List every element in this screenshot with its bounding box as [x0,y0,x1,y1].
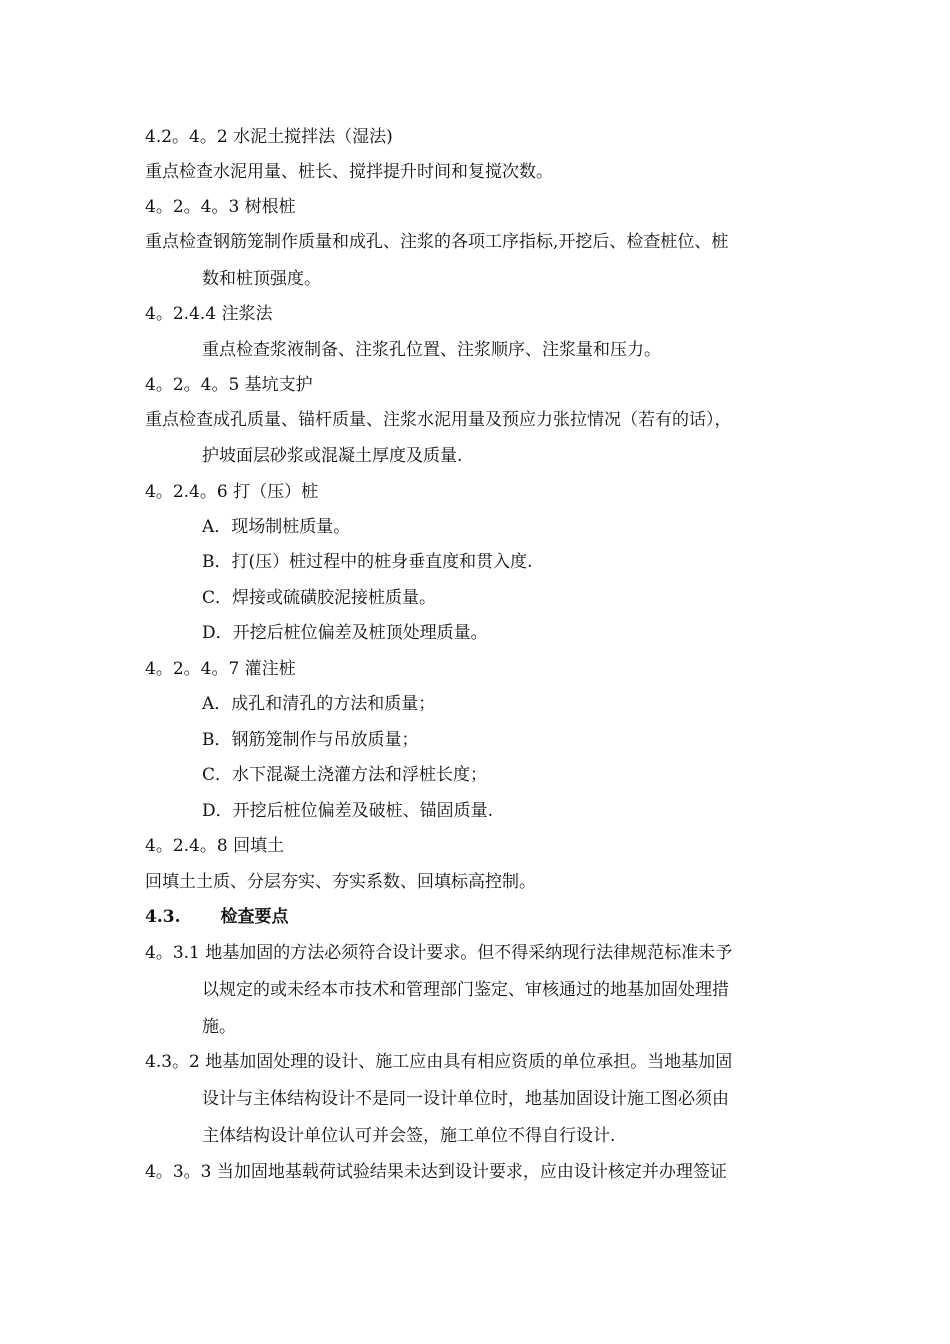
list-item: C．焊接或硫磺胶泥接桩质量。 [202,588,437,608]
paragraph-line: 护坡面层砂浆或混凝土厚度及质量. [202,446,463,466]
paragraph-line: 主体结构设计单位认可并会签，施工单位不得自行设计. [202,1126,616,1146]
paragraph-line: 重点检查水泥用量、桩长、搅拌提升时间和复搅次数。 [145,162,553,182]
paragraph-line: 回填土土质、分层夯实、夯实系数、回填标高控制。 [145,872,536,892]
paragraph-line: 重点检查浆液制备、注浆孔位置、注浆顺序、注浆量和压力。 [202,340,661,360]
list-item: B．钢筋笼制作与吊放质量； [202,730,419,750]
paragraph-line: 重点检查成孔质量、锚杆质量、注浆水泥用量及预应力张拉情况（若有的话）， [145,410,732,430]
clause-4-3-3: 4。3。3 当加固地基载荷试验结果未达到设计要求，应由设计核定并办理签证 [145,1162,727,1182]
heading-4-2-4-2: 4.2。4。2 水泥土搅拌法（湿法) [145,127,393,147]
heading-4-2-4-4: 4。2.4.4 注浆法 [145,304,273,324]
paragraph-line: 施。 [202,1017,236,1037]
list-item: B．打(压）桩过程中的桩身垂直度和贯入度. [202,552,533,572]
heading-4-2-4-3: 4。2。4。3 树根桩 [145,197,296,217]
paragraph-line: 设计与主体结构设计不是同一设计单位时，地基加固设计施工图必须由 [202,1089,729,1109]
list-item: D．开挖后桩位偏差及破桩、锚固质量. [202,801,494,821]
heading-4-2-4-5: 4。2。4。5 基坑支护 [145,375,313,395]
list-item: C．水下混凝土浇灌方法和浮桩长度； [202,765,488,785]
list-item: A．成孔和清孔的方法和质量； [202,694,436,714]
heading-4-2-4-8: 4。2.4。8 回填土 [145,836,285,856]
paragraph-line: 数和桩顶强度。 [202,269,321,289]
section-number: 4.3. [145,907,181,927]
paragraph-line: 以规定的或未经本市技术和管理部门鉴定、审核通过的地基加固处理措 [202,980,729,1000]
list-item: A．现场制桩质量。 [202,517,351,537]
heading-4-2-4-6: 4。2.4。6 打（压）桩 [145,482,319,502]
heading-4-2-4-7: 4。2。4。7 灌注桩 [145,659,296,679]
clause-4-3-2: 4.3。2 地基加固处理的设计、施工应由具有相应资质的单位承担。当地基加固 [145,1052,733,1072]
list-item: D．开挖后桩位偏差及桩顶处理质量。 [202,623,488,643]
clause-4-3-1: 4。3.1 地基加固的方法必须符合设计要求。但不得采纳现行法律规范标准未予 [145,943,733,963]
section-title: 检查要点 [220,907,289,927]
paragraph-line: 重点检查钢筋笼制作质量和成孔、注浆的各项工序指标,开挖后、检查桩位、桩 [145,232,729,252]
section-heading-4-3 [145,906,289,928]
